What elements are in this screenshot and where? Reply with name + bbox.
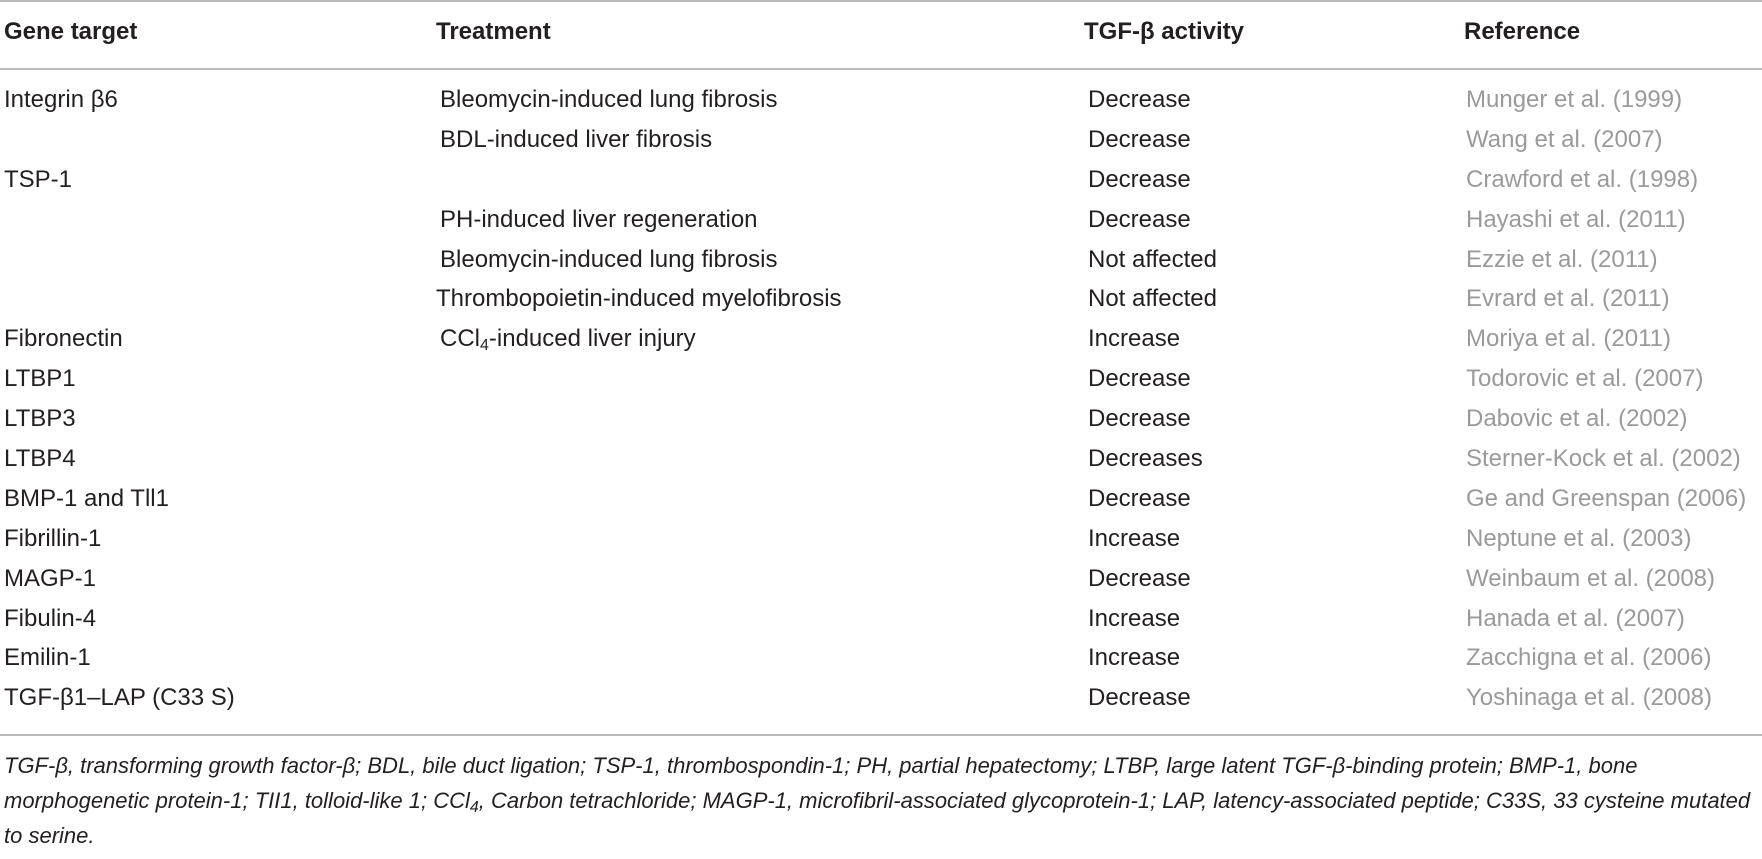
cell-gene: LTBP4 <box>4 445 76 473</box>
cell-gene: MAGP-1 <box>4 564 97 592</box>
cell-reference-link[interactable]: Dabovic et al. (2002) <box>1466 405 1688 433</box>
cell-gene: BMP-1 and Tll1 <box>4 484 169 512</box>
table-row <box>0 439 1762 479</box>
cell-gene: Fibrillin-1 <box>4 524 102 552</box>
cell-activity: Increase <box>1088 524 1181 552</box>
table-body <box>0 80 1762 718</box>
cell-activity: Decrease <box>1088 484 1191 512</box>
cell-gene: TGF-β1–LAP (C33 S) <box>4 684 235 712</box>
table-row <box>0 599 1762 639</box>
cell-reference-link[interactable]: Todorovic et al. (2007) <box>1466 365 1704 393</box>
treatment-suffix: -induced liver injury <box>488 325 696 353</box>
cell-gene: TSP-1 <box>4 165 73 193</box>
cell-treatment: PH-induced liver regeneration <box>440 205 758 233</box>
footnote-text-a: TGF-β, transforming growth factor-β; BDL, bile duct ligation; TSP-1, thrombospondin-1; PH, partial hepatectomy; LTBP, large latent TGF-β-binding protein; BMP-1, bone morphogenetic protein-1; TII1, tolloid-like 1; CCl <box>4 753 1638 813</box>
table-row <box>0 479 1762 519</box>
header-gene-target: Gene target <box>4 18 138 45</box>
cell-gene: Fibronectin <box>4 325 123 353</box>
cell-activity: Decrease <box>1088 205 1191 233</box>
cell-reference-link[interactable]: Yoshinaga et al. (2008) <box>1466 684 1712 712</box>
table-row <box>0 638 1762 678</box>
cell-gene: LTBP1 <box>4 365 76 393</box>
cell-activity: Decrease <box>1088 165 1191 193</box>
cell-gene: Fibulin-4 <box>4 604 97 632</box>
cell-activity: Decreases <box>1088 445 1203 473</box>
cell-treatment: Bleomycin-induced lung fibrosis <box>440 86 778 113</box>
table-row <box>0 319 1762 359</box>
cell-activity: Decrease <box>1088 86 1191 113</box>
cell-activity: Decrease <box>1088 684 1191 712</box>
cell-reference-link[interactable]: Wang et al. (2007) <box>1466 125 1663 153</box>
cell-activity: Increase <box>1088 644 1181 672</box>
table-header <box>0 17 1762 47</box>
cell-activity: Decrease <box>1088 125 1191 153</box>
cell-treatment: Bleomycin-induced lung fibrosis <box>440 245 778 273</box>
table-row <box>0 559 1762 599</box>
cell-reference-link[interactable]: Moriya et al. (2011) <box>1466 325 1671 353</box>
cell-activity: Not affected <box>1088 245 1217 273</box>
cell-reference-link[interactable]: Hanada et al. (2007) <box>1466 604 1685 632</box>
table-top-rule <box>0 0 1762 2</box>
treatment-subscript: 4 <box>480 337 489 355</box>
cell-reference-link[interactable]: Hayashi et al. (2011) <box>1466 205 1686 233</box>
cell-gene: LTBP3 <box>4 405 76 433</box>
header-treatment: Treatment <box>436 18 551 45</box>
cell-activity: Increase <box>1088 604 1181 632</box>
table-row <box>0 279 1762 319</box>
cell-treatment <box>440 319 696 359</box>
cell-reference-link[interactable]: Neptune et al. (2003) <box>1466 524 1692 552</box>
cell-gene: Emilin-1 <box>4 644 91 672</box>
cell-reference-link[interactable]: Crawford et al. (1998) <box>1466 165 1699 193</box>
table-row <box>0 240 1762 280</box>
table-row <box>0 80 1762 120</box>
table-row <box>0 359 1762 399</box>
footnote-text-b: , Carbon tetrachloride; MAGP-1, microfibril-associated glycoprotein-1; LAP, latency-associated peptide; C33S, 33 cysteine mutated to serine. <box>4 788 1751 848</box>
header-tgf-activity: TGF-β activity <box>1084 18 1245 45</box>
cell-reference-link[interactable]: Weinbaum et al. (2008) <box>1466 564 1716 592</box>
table-row <box>0 200 1762 240</box>
cell-activity: Decrease <box>1088 405 1191 433</box>
treatment-prefix: CCl <box>440 325 480 353</box>
table-row <box>0 120 1762 160</box>
table-row <box>0 519 1762 559</box>
cell-reference-link[interactable]: Ezzie et al. (2011) <box>1466 245 1658 273</box>
cell-treatment: BDL-induced liver fibrosis <box>440 125 713 153</box>
table-bottom-rule <box>0 734 1762 736</box>
table-row <box>0 399 1762 439</box>
cell-reference-link[interactable]: Evrard et al. (2011) <box>1466 285 1670 313</box>
cell-activity: Decrease <box>1088 564 1191 592</box>
table-row <box>0 160 1762 200</box>
header-rule <box>0 68 1762 70</box>
table-row <box>0 678 1762 718</box>
cell-activity: Increase <box>1088 325 1181 353</box>
cell-reference-link[interactable]: Sterner-Kock et al. (2002) <box>1466 445 1741 473</box>
footnote-subscript: 4 <box>469 799 479 816</box>
table-footnote <box>4 748 1756 853</box>
cell-activity: Not affected <box>1088 285 1217 313</box>
cell-activity: Decrease <box>1088 365 1191 393</box>
cell-treatment: Thrombopoietin-induced myelofibrosis <box>436 285 842 313</box>
cell-reference-link[interactable]: Ge and Greenspan (2006) <box>1466 484 1747 512</box>
header-reference: Reference <box>1464 18 1581 45</box>
cell-gene: Integrin β6 <box>4 86 118 113</box>
cell-reference-link[interactable]: Zacchigna et al. (2006) <box>1466 644 1712 672</box>
cell-reference-link[interactable]: Munger et al. (1999) <box>1466 86 1683 113</box>
